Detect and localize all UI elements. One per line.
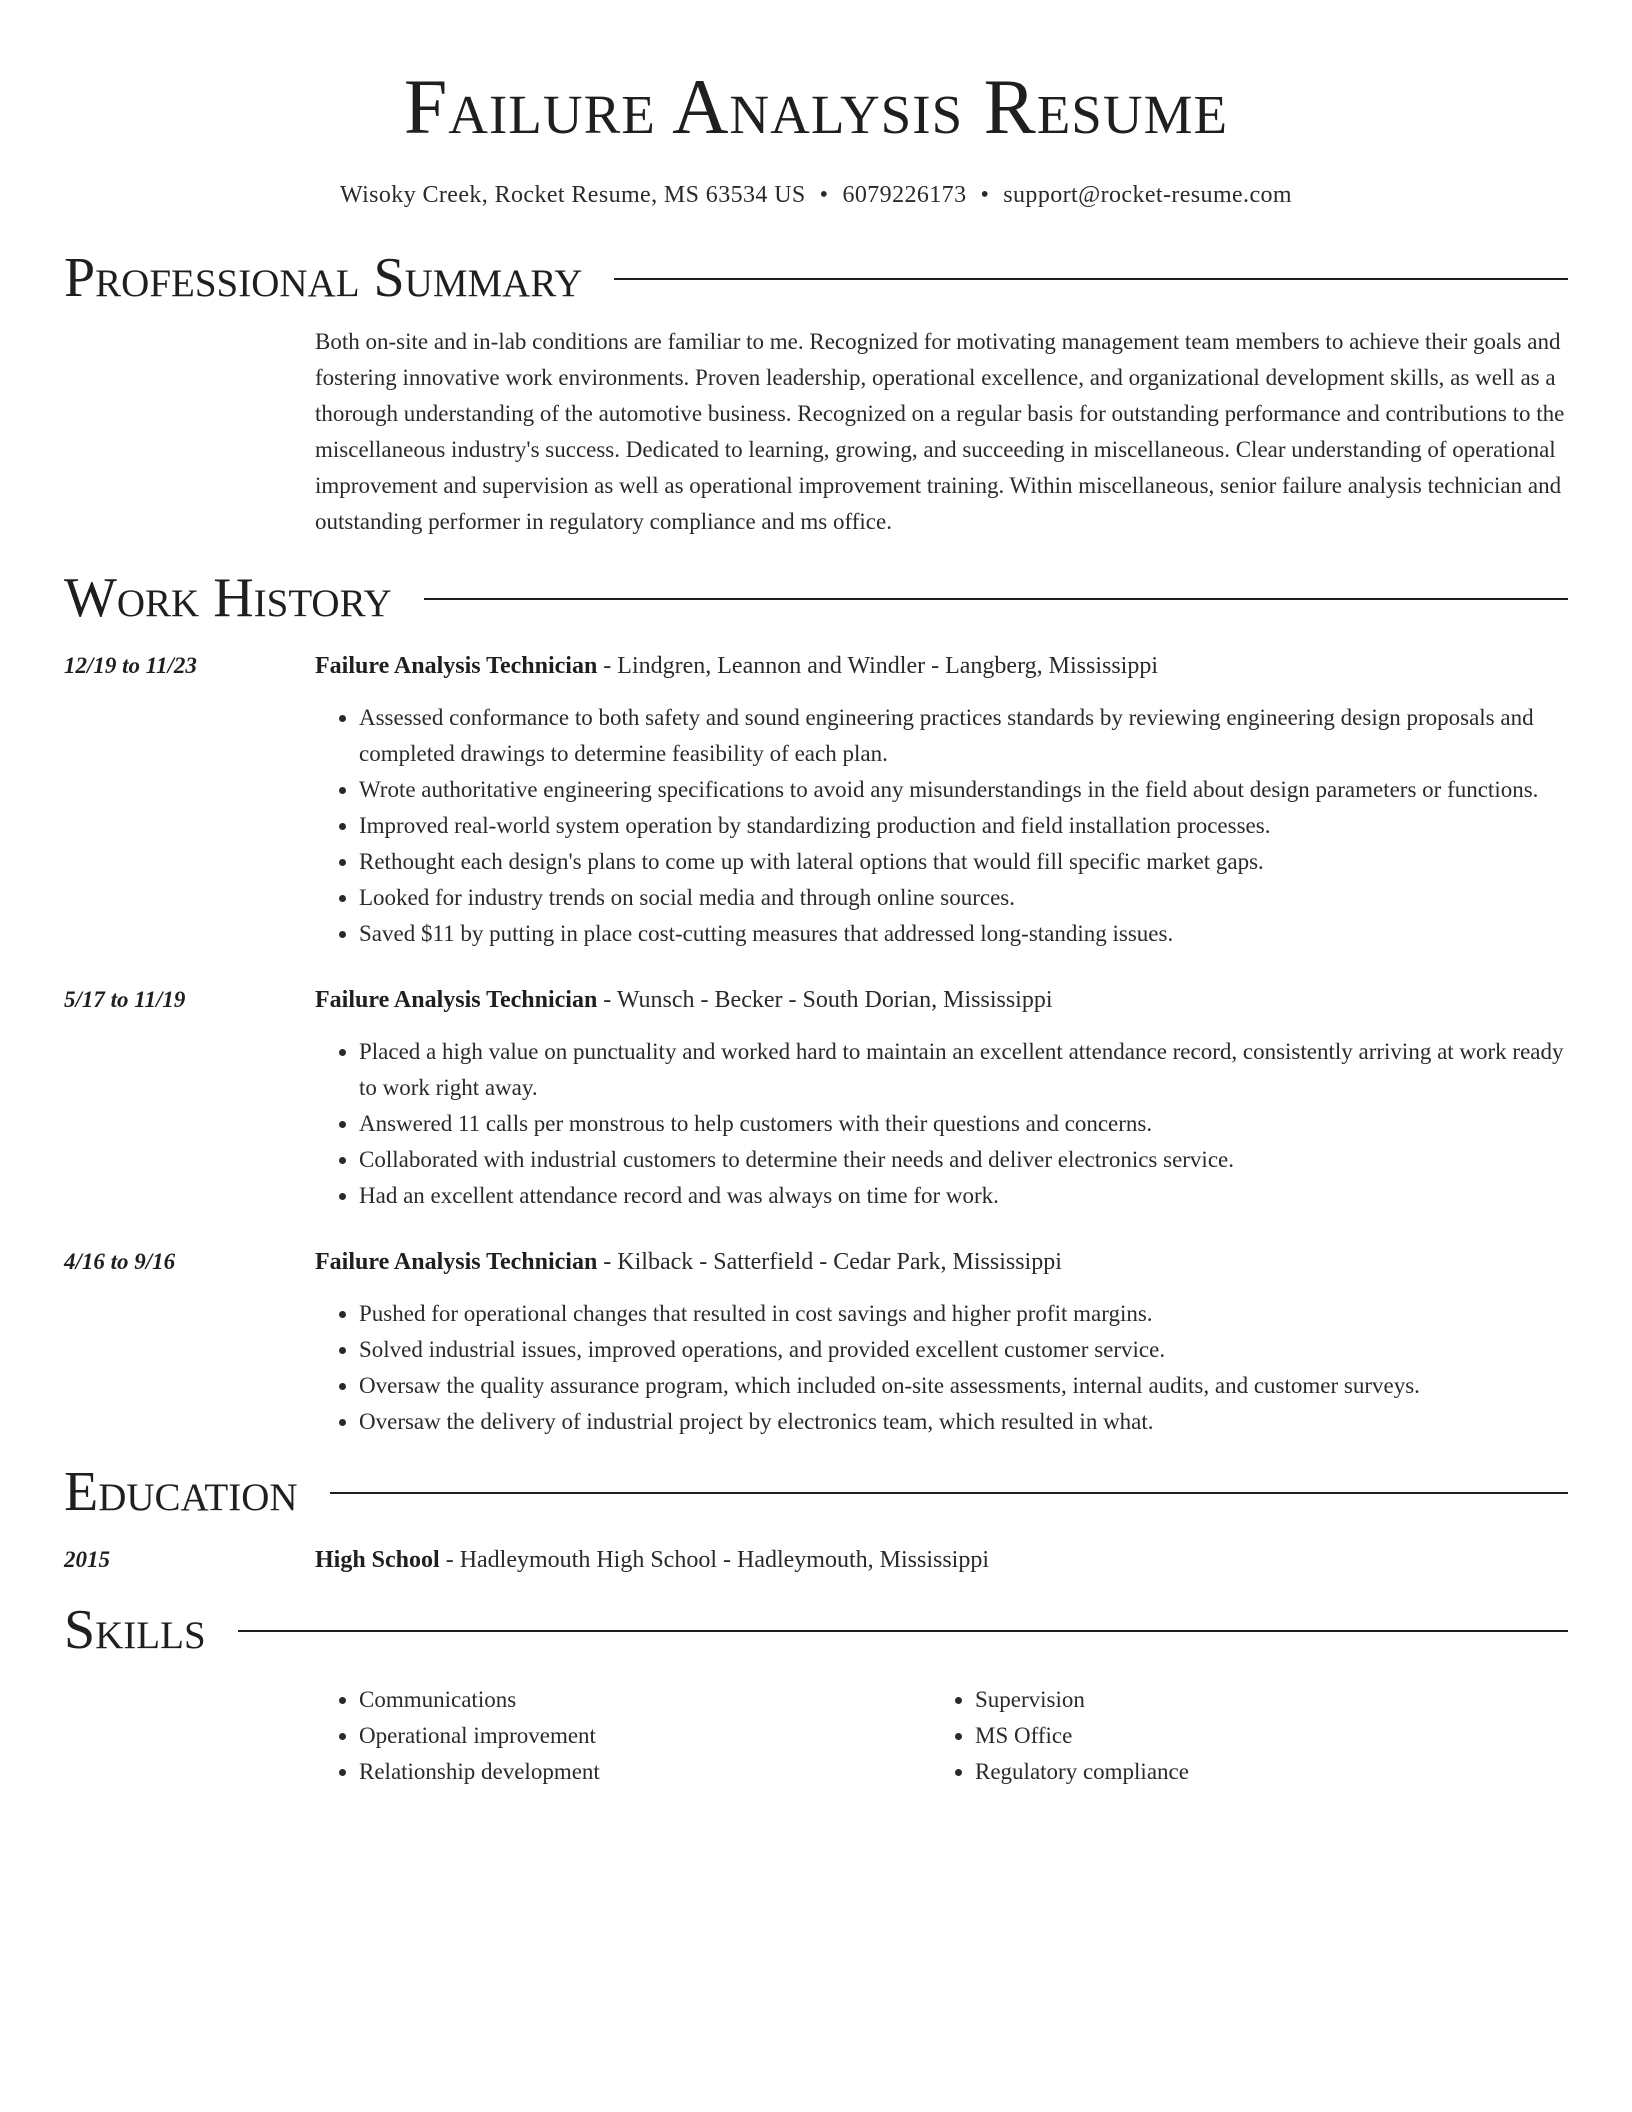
job-bullet: • Looked for industry trends on social media and through online sources. [359,880,1568,916]
education-section [64,1460,1568,1578]
work-history-section [64,566,1568,1440]
job-employer: - Kilback - Satterfield - Cedar Park, Mississippi [597,1249,1062,1275]
address: Wisoky Creek, Rocket Resume, MS 63534 US [340,182,806,208]
job-bullet: • Had an excellent attendance record and was always on time for work. [359,1178,1568,1214]
document-title: Failure Analysis Resume [403,63,1229,150]
job-body [315,1244,1568,1440]
job-bullets [315,1296,1568,1440]
job-bullet: • Saved $11 by putting in place cost-cutting measures that addressed long-standing issues. [359,916,1568,952]
section-header [64,1460,1568,1524]
skill-item: • Relationship development [359,1754,931,1790]
job-employer: - Lindgren, Leannon and Windler - Langberg, Mississippi [597,653,1159,679]
job-bullets [315,1034,1568,1214]
education-year: 2015 [64,1547,110,1572]
education-entry [64,1542,1568,1578]
job-bullet: • Assessed conformance to both safety and sound engineering practices standards by reviewing engineering design proposals and completed drawings to determine feasibility of each plan. [359,700,1568,772]
section-title-summary: Professional Summary [64,247,583,309]
section-divider [238,1630,1568,1632]
education-degree: High School [315,1547,440,1573]
skill-item: • Operational improvement [359,1718,931,1754]
job-employer: - Wunsch - Becker - South Dorian, Mississippi [597,987,1053,1013]
skills-list [315,1682,931,1790]
job-bullet: • Solved industrial issues, improved operations, and provided excellent customer service. [359,1332,1568,1368]
job-title: Failure Analysis Technician [315,1249,598,1275]
skills-grid [315,1682,1568,1790]
job-bullet: • Pushed for operational changes that resulted in cost savings and higher profit margins. [359,1296,1568,1332]
skills-column-right [931,1682,1547,1790]
skills-section [64,1598,1568,1790]
job-heading [315,1244,1568,1280]
section-title-skills: Skills [64,1599,206,1661]
education-school: - Hadleymouth High School - Hadleymouth, Mississippi [439,1547,990,1573]
skill-item: • MS Office [975,1718,1547,1754]
job-bullet: • Oversaw the quality assurance program, which included on-site assessments, internal audits, and customer surveys. [359,1368,1568,1404]
job-body [315,648,1568,952]
job-dates: 4/16 to 9/16 [64,1249,176,1274]
job-body [315,982,1568,1214]
skill-item: • Communications [359,1682,931,1718]
job-bullet: • Placed a high value on punctuality and worked hard to maintain an excellent attendance record, consistently arriving at work ready to work right away. [359,1034,1568,1106]
job-heading [315,982,1568,1018]
resume-page [64,0,1568,1790]
job-bullet: • Oversaw the delivery of industrial project by electronics team, which resulted in what. [359,1404,1568,1440]
section-title-work-history: Work History [64,567,392,629]
job-bullet: • Collaborated with industrial customers to determine their needs and deliver electronics service. [359,1142,1568,1178]
separator-dot: • [819,182,829,208]
education-body [315,1542,1568,1578]
skills-column-left [315,1682,931,1790]
summary-section [64,246,1568,540]
skills-list [931,1682,1547,1790]
phone: 6079226173 [842,182,967,208]
job-entry [64,1244,1568,1440]
job-bullet: • Wrote authoritative engineering specifications to avoid any misunderstandings in the field about design parameters or functions. [359,772,1568,808]
section-header [64,566,1568,630]
job-bullet: • Rethought each design's plans to come up with lateral options that would fill specific market gaps. [359,844,1568,880]
skill-item: • Supervision [975,1682,1547,1718]
job-entry [64,982,1568,1214]
summary-body [315,324,1568,540]
job-bullet: • Answered 11 calls per monstrous to help customers with their questions and concerns. [359,1106,1568,1142]
job-dates: 12/19 to 11/23 [64,653,197,678]
job-bullets [315,700,1568,952]
job-title: Failure Analysis Technician [315,653,598,679]
summary-text: Both on-site and in-lab conditions are familiar to me. Recognized for motivating management team members to achieve their goals and fostering innovative work environments. Proven leadership, operational excellence, and organizational development skills, as well as a thorough understanding of the automotive business. Recognized on a regular basis for outstanding performance and contributions to the miscellaneous industry's success. Dedicated to learning, growing, and succeeding in miscellaneous. Clear understanding of operational improvement and supervision as well as operational improvement training. Within miscellaneous, senior failure analysis technician and outstanding performer in regulatory compliance and ms office. [315,329,1565,534]
skill-item: • Regulatory compliance [975,1754,1547,1790]
section-header [64,1598,1568,1662]
job-heading [315,648,1568,684]
job-title: Failure Analysis Technician [315,987,598,1013]
section-divider [424,598,1568,600]
separator-dot: • [980,182,990,208]
section-header [64,246,1568,310]
job-entry [64,648,1568,952]
job-dates: 5/17 to 11/19 [64,987,186,1012]
education-heading [315,1542,1568,1578]
section-divider [614,278,1568,280]
job-bullet: • Improved real-world system operation by standardizing production and field installation processes. [359,808,1568,844]
section-title-education: Education [64,1461,298,1523]
section-divider [330,1492,1568,1494]
email: support@rocket-resume.com [1003,182,1292,208]
contact-line [64,180,1568,210]
